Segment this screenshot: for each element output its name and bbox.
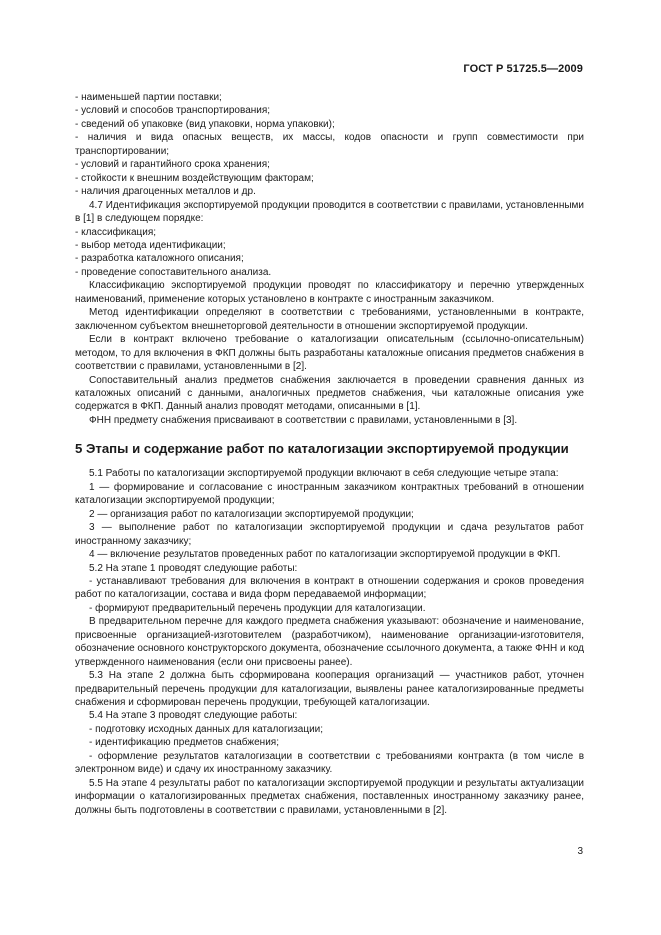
paragraph: - идентификацию предметов снабжения;	[89, 737, 279, 749]
paragraph: Метод идентификации определяют в соответствии с требованиями, установленными в контракте, заключенном субъектом внешнеторговой деятельности в отношении экспортируемой продукции.	[75, 307, 584, 332]
paragraph: - подготовку исходных данных для каталогизации;	[89, 723, 324, 735]
standard-code: ГОСТ Р 51725.5—2009	[463, 63, 583, 75]
list-item: - наличия и вида опасных веществ, их массы, кодов опасности и групп совместимости при транспортировании;	[75, 132, 584, 157]
paragraph: 4.7 Идентификация экспортируемой продукции проводится в соответствии с правилами, установленными в [1] в следующем порядке:	[75, 199, 584, 225]
paragraph: В предварительном перечне для каждого предмета снабжения указывают: обозначение и наименование, присвоенные организацией-изготовителем (разработчиком), наименование организации-изготовителя, обозначение основного конструкторского документа, обозначение ссылочного документа, а также ФНН и код утвержденного наименования (если они присвоены ранее).	[75, 616, 584, 668]
list-item: - наличия драгоценных металлов и др.	[75, 186, 256, 198]
list-item: - условий и гарантийного срока хранения;	[75, 159, 270, 171]
paragraph: 1 — формирование и согласование с иностранным заказчиком контрактных требований в отношении каталогизации экспортируемой продукции;	[75, 481, 584, 507]
section-heading: 5 Этапы и содержание работ по каталогизации экспортируемой продукции	[75, 441, 569, 457]
paragraph: 3 — выполнение работ по каталогизации экспортируемой продукции и сдача результатов работ иностранному заказчику;	[75, 522, 584, 547]
paragraph: 5.1 Работы по каталогизации экспортируемой продукции включают в себя следующие четыре этапа:	[89, 468, 559, 480]
paragraph: Сопоставительный анализ предметов снабжения заключается в проведении сравнения данных из каталожных описаний с данными, аналогичных предметов снабжения, чьи каталожные описания уже содержатся в ФКП. Данный анализ проводят методами, описанными в [1].	[75, 374, 584, 413]
document-body	[75, 91, 584, 817]
paragraph: - устанавливают требования для включения в контракт в отношении содержания и сроков проведения работ по каталогизации, состава и вида форм передаваемой информации;	[75, 575, 584, 601]
list-item: - сведений об упаковке (вид упаковки, норма упаковки);	[75, 118, 335, 130]
paragraph: ФНН предмету снабжения присваивают в соответствии с правилами, установленными в [3].	[89, 414, 518, 426]
page-number: 3	[577, 846, 583, 857]
paragraph: 5.2 На этапе 1 проводят следующие работы:	[89, 562, 298, 574]
paragraph: 5.4 На этапе 3 проводят следующие работы:	[89, 710, 298, 722]
paragraph: - оформление результатов каталогизации в соответствии с требованиями контракта (в том числе в электронном виде) и сдачу их иностранному заказчику.	[75, 750, 584, 776]
paragraph: 2 — организация работ по каталогизации экспортируемой продукции;	[89, 508, 414, 520]
list-item: - проведение сопоставительного анализа.	[75, 266, 272, 278]
paragraph: - формируют предварительный перечень продукции для каталогизации.	[89, 602, 426, 614]
paragraph: 5.3 На этапе 2 должна быть сформирована кооперация организаций — участников работ, уточнен предварительный перечень продукции для каталогизации, выявлены ранее каталогизированные предметы снабжения и сформирован перечень продукции, требующей каталогизации.	[75, 670, 584, 709]
list-item: - классификация;	[75, 226, 157, 238]
list-item: - стойкости к внешним воздействующим факторам;	[75, 172, 314, 184]
paragraph: 4 — включение результатов проведенных работ по каталогизации экспортируемой продукции в ФКП.	[89, 549, 561, 561]
list-item: - разработка каталожного описания;	[75, 253, 244, 265]
paragraph: Классификацию экспортируемой продукции проводят по классификатору и перечню утвержденных наименований, применение которых установлено в контракте с иностранным заказчиком.	[75, 280, 584, 305]
paragraph: Если в контракт включено требование о каталогизации описательным (ссылочно-описательным) методом, то для включения в ФКП должны быть разработаны каталожные описания предметов снабжения в соответствии с правилами, установленными в [2].	[75, 334, 584, 373]
list-item: - выбор метода идентификации;	[75, 239, 226, 251]
list-item: - условий и способов транспортирования;	[75, 105, 271, 117]
list-item: - наименьшей партии поставки;	[75, 92, 222, 103]
paragraph: 5.5 На этапе 4 результаты работ по каталогизации экспортируемой продукции и результаты актуализации информации о каталогизированных предметах снабжения, поставленных иностранному заказчику ранее, должны быть подготовлены в соответствии с правилами, установленными в [2].	[75, 777, 584, 816]
